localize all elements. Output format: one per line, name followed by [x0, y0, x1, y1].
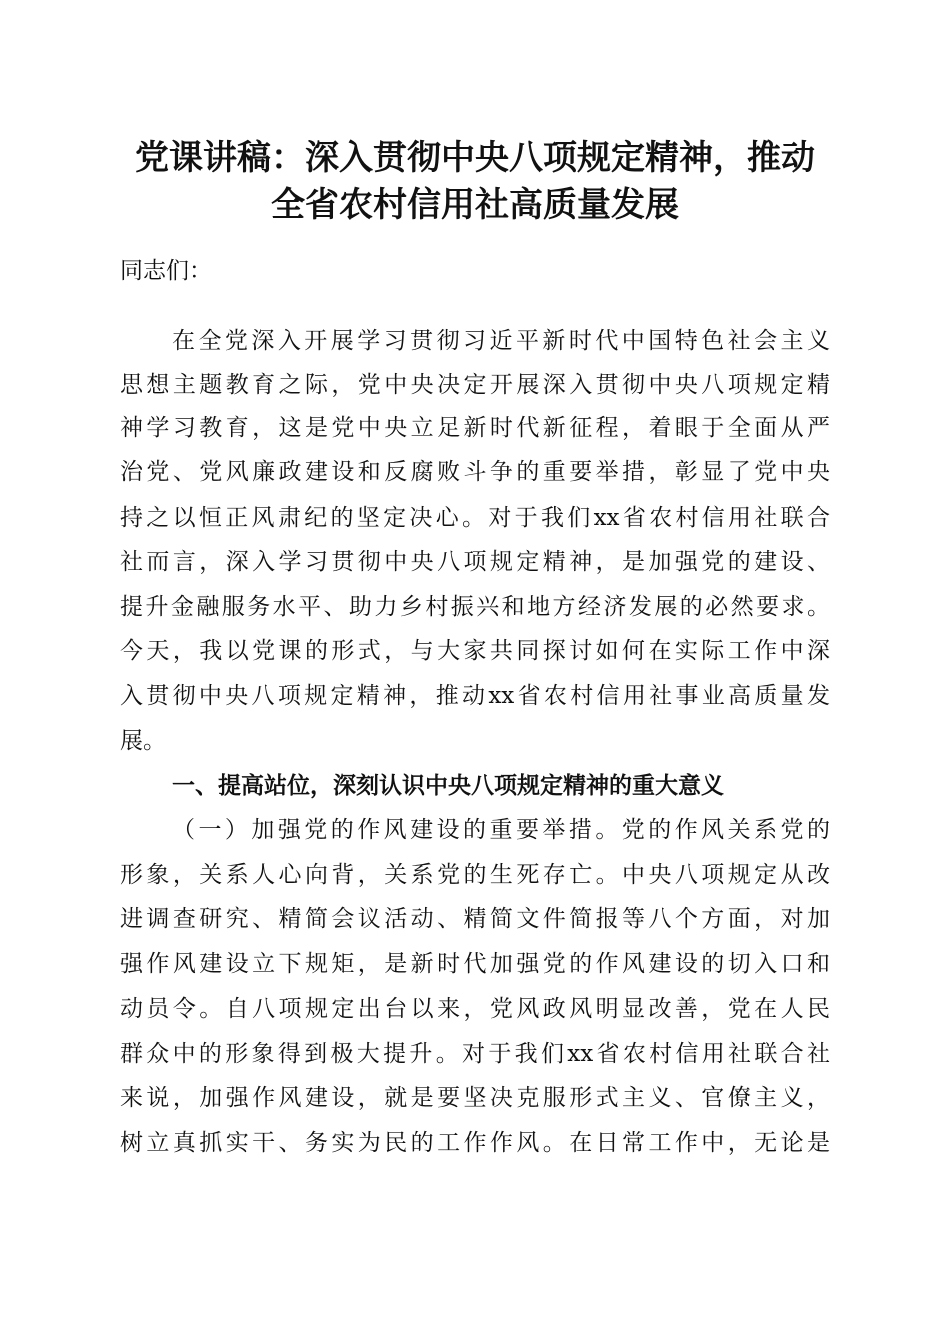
- intro-line: 神学习教育，这是党中央立足新时代新征程，着眼于全面从严: [120, 415, 830, 441]
- document-title-line-2: 全省农村信用社高质量发展: [271, 185, 679, 225]
- section-1-line: （一）加强党的作风建设的重要举措。党的作风关系党的: [172, 817, 830, 843]
- section-1-heading: 一、提高站位，深刻认识中央八项规定精神的重大意义: [172, 773, 724, 799]
- document-title-line-1: 党课讲稿：深入贯彻中央八项规定精神，推动: [135, 138, 815, 178]
- intro-line: 社而言，深入学习贯彻中央八项规定精神，是加强党的建设、: [120, 549, 830, 575]
- intro-line: 今天，我以党课的形式，与大家共同探讨如何在实际工作中深: [120, 638, 830, 664]
- section-1-line: 群众中的形象得到极大提升。对于我们xx省农村信用社联合社: [120, 1041, 830, 1067]
- section-1-line: 形象，关系人心向背，关系党的生死存亡。中央八项规定从改: [120, 862, 830, 888]
- intro-line: 思想主题教育之际，党中央决定开展深入贯彻中央八项规定精: [120, 372, 830, 398]
- intro-line: 展。: [120, 728, 166, 754]
- intro-line: 在全党深入开展学习贯彻习近平新时代中国特色社会主义: [172, 328, 830, 354]
- section-1-line: 进调查研究、精简会议活动、精简文件简报等八个方面，对加: [120, 906, 830, 932]
- section-1-line: 强作风建设立下规矩，是新时代加强党的作风建设的切入口和: [120, 951, 830, 977]
- intro-line: 提升金融服务水平、助力乡村振兴和地方经济发展的必然要求。: [120, 594, 830, 620]
- salutation: 同志们：: [120, 258, 212, 284]
- intro-line: 治党、党风廉政建设和反腐败斗争的重要举措，彰显了党中央: [120, 459, 830, 485]
- intro-line: 持之以恒正风肃纪的坚定决心。对于我们xx省农村信用社联合: [120, 505, 830, 531]
- intro-line: 入贯彻中央八项规定精神，推动xx省农村信用社事业高质量发: [120, 683, 830, 709]
- section-1-line: 来说，加强作风建设，就是要坚决克服形式主义、官僚主义，: [120, 1085, 830, 1111]
- section-1-line: 动员令。自八项规定出台以来，党风政风明显改善，党在人民: [120, 996, 830, 1022]
- section-1-line: 树立真抓实干、务实为民的工作作风。在日常工作中，无论是: [120, 1130, 830, 1156]
